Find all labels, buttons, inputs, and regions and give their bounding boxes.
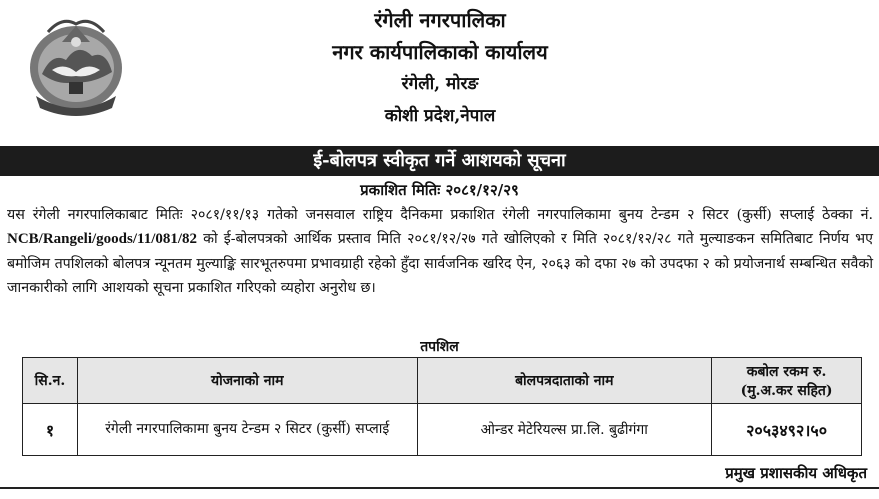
nepal-emblem-icon xyxy=(22,12,130,116)
row-plan-name: रंगेली नगरपालिकामा बुनय टेन्डम २ सिटर (कुर्सी) सप्लाई xyxy=(77,404,417,456)
schedule-table xyxy=(22,357,862,456)
notice-title-banner: ई-बोलपत्र स्वीकृत गर्ने आशयको सूचना xyxy=(0,146,879,176)
office-location: रंगेली, मोरङ xyxy=(401,74,479,94)
header-plan-name: योजनाको नाम xyxy=(77,358,417,404)
signatory-title: प्रमुख प्रशासकीय अधिकृत xyxy=(725,464,867,482)
notice-body-part2: को ई-बोलपत्रको आर्थिक प्रस्ताव मिति २०८१/१२/२७ गते खोलिएको र मिति २०८१/१२/२८ गते मुल्याङकन समितिबाट निर्णय भए बमोजिम तपशिलको बोलपत्र न्यूनतम मुल्याङ्कि सारभूतरुपमा प्रभावग्राही रहेको हुँदा सार्वजनिक खरिद ऐन, २०६३ को दफा २७ को उपदफा २ को प्रयोजनार्थ सम्बन्धित सवैको जानकारीको लागि आशयको सूचना प्रकाशित गरिएको व्यहोरा अनुरोध छ। xyxy=(7,231,873,296)
published-date: प्रकाशित मितिः २०८१/१२/२९ xyxy=(360,181,519,199)
header-bid-amount xyxy=(712,358,862,404)
header-bid-amount-line2: (मु.अ.कर सहित) xyxy=(740,382,833,399)
letterhead xyxy=(0,0,879,146)
header-sn: सि.न. xyxy=(23,358,78,404)
notice-body-part1: यस रंगेली नगरपालिकाबाट मितिः २०८१/११/१३ गतेको जनसवाल राष्ट्रिय दैनिकमा प्रकाशित रंगेली नगरपालिकामा बुनय टेन्डम २ सिटर (कुर्सी) सप्लाई ठेक्का नं. xyxy=(7,207,873,223)
table-row xyxy=(23,404,862,456)
bottom-divider xyxy=(0,487,879,489)
province-country: कोशी प्रदेश,नेपाल xyxy=(384,106,496,126)
table-header-row xyxy=(23,358,862,404)
contract-reference-no: NCB/Rangeli/goods/11/081/82 xyxy=(7,231,198,248)
row-bid-amount: २०५३४९२।५० xyxy=(712,404,862,456)
row-bidder-name: ओन्डर मेटेरियल्स प्रा.लि. बुढीगंगा xyxy=(417,404,712,456)
schedule-label: तपशिल xyxy=(420,339,459,355)
header-bid-amount-line1: कबोल रकम रु. xyxy=(746,363,827,380)
office-name: नगर कार्यपालिकाको कार्यालय xyxy=(332,40,548,64)
notice-body xyxy=(7,203,873,300)
header-bidder-name: बोलपत्रदाताको नाम xyxy=(417,358,712,404)
municipality-name: रंगेली नगरपालिका xyxy=(374,8,506,32)
row-sn: १ xyxy=(23,404,78,456)
